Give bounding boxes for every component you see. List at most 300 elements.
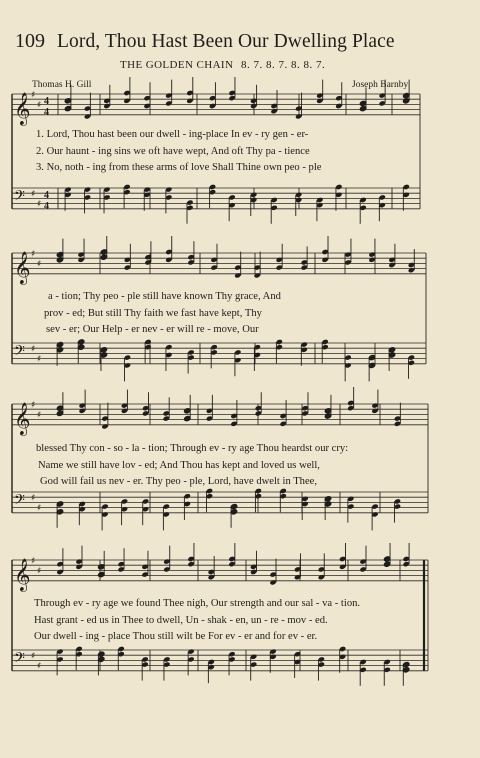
note-head: [324, 501, 331, 507]
note-head: [371, 511, 378, 517]
note-head: [234, 357, 241, 363]
note-head: [101, 503, 108, 509]
note-head: [321, 344, 328, 350]
note-head: [339, 654, 346, 660]
sharp-icon: ♯: [37, 259, 42, 270]
note-head: [394, 503, 401, 509]
note-head: [383, 561, 390, 567]
hymn-title-line: [0, 30, 480, 56]
note-head: [394, 421, 401, 427]
note-head: [103, 103, 110, 109]
note-head: [324, 408, 331, 414]
note-head: [208, 569, 215, 575]
sharp-icon: ♯: [37, 503, 42, 514]
note-head: [301, 410, 308, 416]
note-head: [84, 113, 91, 119]
time-signature-top: 4: [44, 189, 49, 201]
lyric-line: 2. Our haunt - ing sins we oft have wept, And oft Thy pa - tience: [36, 145, 310, 157]
note-head: [294, 651, 301, 657]
note-head: [141, 564, 148, 570]
note-head: [103, 98, 110, 104]
note-head: [335, 192, 342, 198]
sharp-icon: ♯: [37, 661, 42, 672]
note-head: [117, 651, 124, 657]
note-head: [100, 254, 107, 260]
note-head: [318, 566, 325, 572]
note-head: [56, 410, 63, 416]
bass-clef-icon: 𝄢: [14, 188, 25, 208]
lyric-line: 3. No, noth - ing from these arms of love Shall Thine own peo - ple: [36, 162, 322, 173]
note-head: [269, 579, 276, 585]
note-head: [228, 202, 235, 208]
note-head: [408, 262, 415, 268]
note-head: [141, 571, 148, 577]
note-head: [295, 113, 302, 119]
note-head: [75, 651, 82, 657]
note-head: [79, 501, 86, 507]
note-head: [77, 339, 84, 345]
note-head: [79, 402, 86, 408]
note-head: [383, 667, 390, 673]
note-head: [250, 654, 257, 660]
note-head: [388, 257, 395, 263]
note-head: [77, 251, 84, 257]
note-head: [359, 197, 366, 203]
note-head: [371, 503, 378, 509]
note-head: [344, 354, 351, 360]
note-head: [318, 661, 325, 667]
note-head: [254, 264, 261, 270]
note-head: [379, 100, 386, 106]
note-head: [269, 648, 276, 654]
note-head: [100, 347, 107, 353]
note-head: [143, 95, 150, 101]
note-head: [208, 574, 215, 580]
note-head: [187, 556, 194, 562]
hymn-title: Lord, Thou Hast Been Our Dwelling Place: [57, 31, 395, 52]
meter: 8. 7. 8. 7. 8. 8. 7.: [241, 59, 326, 71]
note-head: [255, 410, 262, 416]
note-head: [98, 571, 105, 577]
note-head: [165, 100, 172, 106]
note-head: [208, 664, 215, 670]
note-head: [316, 98, 323, 104]
note-head: [79, 408, 86, 414]
note-head: [209, 95, 216, 101]
credits-line: [0, 80, 480, 94]
note-head: [186, 205, 193, 211]
note-head: [103, 186, 110, 192]
note-head: [144, 259, 151, 265]
note-head: [394, 498, 401, 504]
note-head: [124, 264, 131, 270]
note-head: [280, 493, 287, 499]
note-head: [163, 566, 170, 572]
note-head: [143, 103, 150, 109]
bass-clef-icon: 𝄢: [14, 492, 25, 512]
treble-clef-icon: 𝄞: [14, 557, 31, 591]
note-head: [347, 496, 354, 502]
note-head: [143, 186, 150, 192]
note-head: [388, 352, 395, 358]
note-head: [301, 405, 308, 411]
note-head: [56, 405, 63, 411]
note-head: [228, 561, 235, 567]
note-head: [187, 648, 194, 654]
note-head: [56, 501, 63, 507]
note-head: [228, 656, 235, 662]
note-head: [379, 194, 386, 200]
note-head: [187, 656, 194, 662]
note-head: [335, 95, 342, 101]
note-head: [77, 257, 84, 263]
note-head: [209, 184, 216, 190]
note-head: [301, 341, 308, 347]
note-head: [123, 184, 130, 190]
note-head: [270, 103, 277, 109]
lyric-line: Our dwell - ing - place Thou still wilt be For ev - er and for ev - er.: [34, 631, 318, 642]
note-head: [206, 408, 213, 414]
note-head: [165, 186, 172, 192]
note-head: [254, 272, 261, 278]
note-head: [186, 98, 193, 104]
note-head: [209, 189, 216, 195]
note-head: [371, 402, 378, 408]
sharp-icon: ♯: [31, 189, 36, 200]
note-head: [142, 498, 149, 504]
lyric-line: God will fail us nev - er. Thy peo - ple, Lord, have dwelt in Thee,: [40, 476, 318, 487]
note-head: [403, 98, 410, 104]
note-head: [123, 98, 130, 104]
note-head: [75, 558, 82, 564]
note-head: [321, 257, 328, 263]
note-head: [408, 267, 415, 273]
note-head: [301, 259, 308, 265]
note-head: [98, 656, 105, 662]
note-head: [144, 339, 151, 345]
note-head: [359, 659, 366, 665]
time-signature-bottom: 4: [44, 106, 49, 118]
note-head: [254, 344, 261, 350]
note-head: [255, 405, 262, 411]
note-head: [359, 667, 366, 673]
sharp-icon: ♯: [31, 493, 36, 504]
note-head: [123, 189, 130, 195]
note-head: [408, 360, 415, 366]
note-head: [347, 503, 354, 509]
lyric-line: a - tion; Thy peo - ple still have known Thy grace, And: [48, 291, 281, 302]
note-head: [295, 105, 302, 111]
note-head: [142, 405, 149, 411]
tune-name: THE GOLDEN CHAIN: [120, 59, 234, 71]
note-head: [368, 251, 375, 257]
note-head: [98, 651, 105, 657]
lyric-line: Hast grant - ed us in Thee to dwell, Un - shak - en, un - re - mov - ed.: [34, 614, 328, 626]
note-head: [117, 561, 124, 567]
note-head: [230, 509, 237, 515]
note-head: [210, 257, 217, 263]
note-head: [141, 661, 148, 667]
note-head: [98, 564, 105, 570]
note-head: [163, 410, 170, 416]
note-head: [294, 574, 301, 580]
sharp-icon: ♯: [37, 199, 42, 210]
note-head: [250, 98, 257, 104]
note-head: [318, 574, 325, 580]
note-head: [165, 344, 172, 350]
note-head: [64, 192, 71, 198]
note-head: [56, 648, 63, 654]
note-head: [368, 354, 375, 360]
note-head: [270, 205, 277, 211]
note-head: [280, 413, 287, 419]
sharp-icon: ♯: [31, 344, 36, 355]
note-head: [403, 561, 410, 567]
note-head: [403, 661, 410, 667]
note-head: [269, 654, 276, 660]
note-head: [403, 184, 410, 190]
lyric-line: 1. Lord, Thou hast been our dwell - ing-place In ev - ry gen - er-: [36, 129, 309, 140]
note-head: [165, 257, 172, 263]
lyric-line: Name we still have lov - ed; And Thou has kept and loved us well,: [38, 459, 320, 471]
note-head: [56, 251, 63, 257]
note-head: [208, 659, 215, 665]
note-head: [335, 184, 342, 190]
note-head: [359, 205, 366, 211]
note-head: [321, 249, 328, 255]
note-head: [228, 556, 235, 562]
note-head: [56, 257, 63, 263]
sharp-icon: ♯: [31, 90, 36, 101]
note-head: [124, 257, 131, 263]
note-head: [250, 103, 257, 109]
note-head: [228, 651, 235, 657]
note-head: [187, 254, 194, 260]
note-head: [84, 186, 91, 192]
note-head: [165, 352, 172, 358]
note-head: [359, 105, 366, 111]
sharp-icon: ♯: [31, 651, 36, 662]
note-head: [165, 194, 172, 200]
words-by: Thomas H. Gill: [32, 80, 92, 90]
note-head: [301, 264, 308, 270]
note-head: [234, 264, 241, 270]
note-head: [163, 415, 170, 421]
note-head: [64, 98, 71, 104]
note-head: [344, 251, 351, 257]
note-head: [75, 646, 82, 652]
note-head: [276, 257, 283, 263]
note-head: [301, 347, 308, 353]
note-head: [316, 197, 323, 203]
note-head: [184, 415, 191, 421]
note-head: [316, 202, 323, 208]
note-head: [79, 506, 86, 512]
note-head: [250, 564, 257, 570]
note-head: [276, 344, 283, 350]
note-head: [339, 646, 346, 652]
note-head: [143, 192, 150, 198]
sharp-icon: ♯: [37, 100, 42, 111]
note-head: [56, 561, 63, 567]
note-head: [210, 344, 217, 350]
sharp-icon: ♯: [37, 354, 42, 365]
lyric-line: sev - er; Our Help - er nev - er will re - move, Our: [46, 324, 259, 335]
note-head: [403, 556, 410, 562]
note-head: [344, 362, 351, 368]
note-head: [368, 257, 375, 263]
note-head: [324, 496, 331, 502]
note-head: [206, 415, 213, 421]
hymn-number: 109: [15, 30, 45, 52]
note-head: [77, 344, 84, 350]
time-signature-bottom: 4: [44, 200, 49, 212]
note-head: [383, 556, 390, 562]
note-head: [163, 656, 170, 662]
note-head: [186, 199, 193, 205]
note-head: [250, 661, 257, 667]
note-head: [101, 423, 108, 429]
lyric-line: Through ev - ry age we found Thee nigh, Our strength and our sal - va - tion.: [34, 598, 361, 609]
note-head: [269, 571, 276, 577]
note-head: [339, 564, 346, 570]
note-head: [84, 105, 91, 111]
note-head: [187, 259, 194, 265]
note-head: [403, 192, 410, 198]
note-head: [359, 100, 366, 106]
note-head: [234, 272, 241, 278]
note-head: [163, 661, 170, 667]
note-head: [56, 341, 63, 347]
note-head: [347, 400, 354, 406]
note-head: [209, 103, 216, 109]
note-head: [250, 569, 257, 575]
bass-clef-icon: 𝄢: [14, 650, 25, 670]
sharp-icon: ♯: [31, 400, 36, 411]
note-head: [347, 405, 354, 411]
treble-clef-icon: 𝄞: [14, 91, 31, 125]
note-head: [117, 566, 124, 572]
note-head: [163, 511, 170, 517]
note-head: [64, 186, 71, 192]
note-head: [230, 413, 237, 419]
note-head: [206, 493, 213, 499]
note-head: [121, 402, 128, 408]
note-head: [301, 501, 308, 507]
note-head: [56, 509, 63, 515]
note-head: [210, 264, 217, 270]
note-head: [187, 349, 194, 355]
note-head: [210, 349, 217, 355]
note-head: [403, 667, 410, 673]
note-head: [270, 108, 277, 114]
note-head: [228, 194, 235, 200]
note-head: [344, 259, 351, 265]
note-head: [163, 503, 170, 509]
sharp-icon: ♯: [37, 566, 42, 577]
note-head: [276, 339, 283, 345]
lyric-line: prov - ed; But still Thy faith we fast have kept, Thy: [44, 307, 262, 319]
note-head: [142, 410, 149, 416]
note-head: [339, 556, 346, 562]
note-head: [276, 264, 283, 270]
note-head: [84, 194, 91, 200]
note-head: [368, 362, 375, 368]
note-head: [359, 566, 366, 572]
note-head: [165, 249, 172, 255]
bass-clef-icon: 𝄢: [14, 343, 25, 363]
note-head: [383, 659, 390, 665]
music-by: Joseph Barnby: [352, 80, 409, 90]
treble-clef-icon: 𝄞: [14, 250, 31, 284]
note-head: [228, 95, 235, 101]
treble-clef-icon: 𝄞: [14, 401, 31, 435]
note-head: [144, 344, 151, 350]
note-head: [187, 561, 194, 567]
note-head: [184, 408, 191, 414]
note-head: [142, 506, 149, 512]
tune-line: [0, 59, 480, 75]
note-head: [100, 249, 107, 255]
note-head: [294, 659, 301, 665]
note-head: [295, 197, 302, 203]
note-head: [230, 503, 237, 509]
note-head: [124, 362, 131, 368]
note-head: [121, 498, 128, 504]
note-head: [255, 493, 262, 499]
sharp-icon: ♯: [37, 410, 42, 421]
note-head: [324, 413, 331, 419]
note-head: [184, 493, 191, 499]
note-head: [124, 354, 131, 360]
note-head: [103, 194, 110, 200]
note-head: [117, 646, 124, 652]
note-head: [294, 566, 301, 572]
note-head: [270, 197, 277, 203]
note-head: [295, 192, 302, 198]
note-head: [163, 558, 170, 564]
note-head: [321, 339, 328, 345]
note-head: [234, 349, 241, 355]
note-head: [121, 408, 128, 414]
note-head: [335, 103, 342, 109]
note-head: [64, 105, 71, 111]
note-head: [250, 192, 257, 198]
sharp-icon: ♯: [31, 249, 36, 260]
note-head: [394, 415, 401, 421]
note-head: [230, 421, 237, 427]
note-head: [141, 656, 148, 662]
note-head: [121, 506, 128, 512]
note-head: [100, 352, 107, 358]
note-head: [56, 569, 63, 575]
time-signature-top: 4: [44, 95, 49, 107]
note-head: [359, 558, 366, 564]
note-head: [379, 202, 386, 208]
sharp-icon: ♯: [31, 556, 36, 567]
note-head: [184, 501, 191, 507]
note-head: [408, 354, 415, 360]
note-head: [75, 564, 82, 570]
note-head: [301, 496, 308, 502]
note-head: [101, 415, 108, 421]
note-head: [56, 347, 63, 353]
note-head: [187, 354, 194, 360]
note-head: [56, 656, 63, 662]
lyric-line: blessed Thy con - so - la - tion; Through ev - ry age Thou heardst our cry:: [36, 443, 349, 454]
note-head: [371, 408, 378, 414]
note-head: [318, 656, 325, 662]
